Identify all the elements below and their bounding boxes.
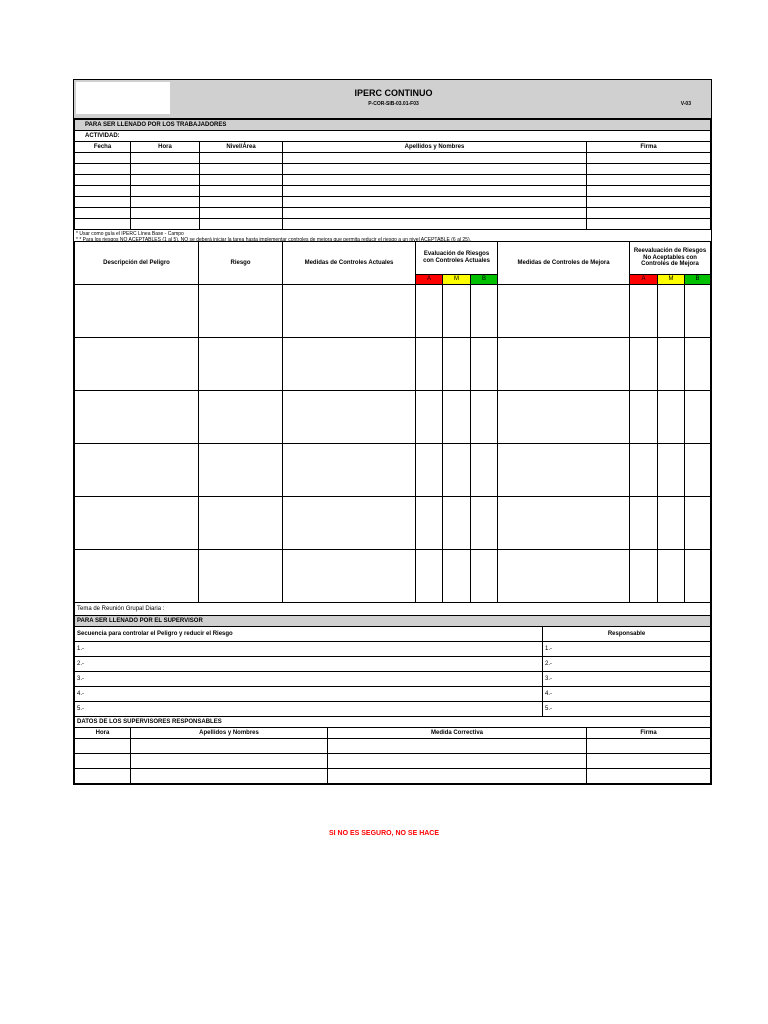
hazard-row-cell[interactable] (630, 338, 658, 391)
control-sequence-row (75, 657, 711, 672)
safety-slogan: SI NO ES SEGURO, NO SE HACE (328, 830, 440, 837)
hazard-row-cell[interactable] (498, 338, 630, 391)
supervisor-data-row-cell[interactable] (131, 739, 328, 754)
hazard-row (75, 338, 711, 391)
hazard-row-cell[interactable] (443, 338, 471, 391)
col-firma: Firma (587, 142, 711, 153)
worker-row-cell[interactable] (283, 186, 587, 197)
worker-row-cell[interactable] (587, 153, 711, 164)
hazard-row-cell[interactable] (416, 497, 443, 550)
hazard-row-cell[interactable] (685, 550, 711, 603)
col-sup-apellidos: Apellidos y Nombres (131, 728, 328, 739)
supervisor-data-row (75, 739, 711, 754)
worker-row-cell[interactable] (75, 219, 131, 230)
worker-row (75, 153, 711, 164)
responsible-item[interactable]: 5.- (543, 702, 711, 717)
worker-row-cell[interactable] (200, 153, 283, 164)
sequence-item[interactable]: 3.- (75, 672, 543, 687)
supervisor-table (74, 615, 711, 717)
col-riesgo: Riesgo (199, 242, 283, 285)
worker-row-cell[interactable] (131, 186, 200, 197)
responsible-item[interactable]: 3.- (543, 672, 711, 687)
supervisor-data-row-cell[interactable] (131, 754, 328, 769)
form-version: V-03 (680, 101, 691, 107)
hazard-row-cell[interactable] (199, 497, 283, 550)
logo-placeholder (76, 82, 170, 114)
worker-row-cell[interactable] (75, 153, 131, 164)
hazard-row-cell[interactable] (443, 391, 471, 444)
supervisor-data-row-cell[interactable] (328, 739, 587, 754)
hazard-row-cell[interactable] (416, 285, 443, 338)
worker-row (75, 219, 711, 230)
responsible-item[interactable]: 4.- (543, 687, 711, 702)
worker-row-cell[interactable] (283, 164, 587, 175)
supervisor-section-title: PARA SER LLENADO POR EL SUPERVISOR (75, 616, 711, 627)
supervisor-data-row (75, 754, 711, 769)
hazard-row-cell[interactable] (443, 550, 471, 603)
worker-row-cell[interactable] (200, 208, 283, 219)
hazard-row-cell[interactable] (471, 444, 498, 497)
hazard-row-cell[interactable] (685, 338, 711, 391)
worker-row-cell[interactable] (131, 153, 200, 164)
worker-row-cell[interactable] (283, 208, 587, 219)
col-sup-firma: Firma (587, 728, 711, 739)
hazard-row-cell[interactable] (75, 550, 199, 603)
supervisor-data-row (75, 769, 711, 784)
control-sequence-row (75, 642, 711, 657)
hazard-row-cell[interactable] (283, 338, 416, 391)
hazard-row-cell[interactable] (443, 285, 471, 338)
worker-row-cell[interactable] (283, 153, 587, 164)
relevel-b: B (685, 275, 711, 285)
responsible-item[interactable]: 2.- (543, 657, 711, 672)
form-header (74, 80, 711, 119)
sequence-item[interactable]: 2.- (75, 657, 543, 672)
iperc-form (73, 79, 712, 785)
hazard-row-cell[interactable] (658, 285, 685, 338)
hazard-row-cell[interactable] (630, 391, 658, 444)
hazard-row-cell[interactable] (630, 497, 658, 550)
hazard-row (75, 285, 711, 338)
hazard-row-cell[interactable] (498, 391, 630, 444)
relevel-a: A (630, 275, 658, 285)
level-a: A (416, 275, 443, 285)
worker-row-cell[interactable] (283, 175, 587, 186)
hazard-row-cell[interactable] (199, 550, 283, 603)
supervisor-data-row-cell[interactable] (587, 739, 711, 754)
worker-row-cell[interactable] (131, 197, 200, 208)
activity-field[interactable]: ACTIVIDAD: (75, 131, 711, 142)
relevel-m: M (658, 275, 685, 285)
hazard-row-cell[interactable] (443, 444, 471, 497)
hazard-row-cell[interactable] (658, 444, 685, 497)
worker-row (75, 164, 711, 175)
worker-row (75, 186, 711, 197)
hazard-row-cell[interactable] (471, 285, 498, 338)
hazard-row-cell[interactable] (416, 550, 443, 603)
sequence-item[interactable]: 5.- (75, 702, 543, 717)
col-hora: Hora (131, 142, 200, 153)
worker-row-cell[interactable] (587, 186, 711, 197)
hazard-row (75, 550, 711, 603)
worker-row-cell[interactable] (587, 208, 711, 219)
supervisors-header-row (75, 728, 711, 739)
col-fecha: Fecha (75, 142, 131, 153)
control-sequence-row (75, 702, 711, 717)
hazard-row-cell[interactable] (498, 285, 630, 338)
worker-row-cell[interactable] (131, 175, 200, 186)
hazard-row-cell[interactable] (658, 391, 685, 444)
worker-row-cell[interactable] (75, 197, 131, 208)
hazard-row-cell[interactable] (75, 285, 199, 338)
hazard-row-cell[interactable] (630, 444, 658, 497)
hazard-row (75, 444, 711, 497)
form-code: P-COR-SIB-03.01-F03 (368, 101, 419, 107)
hazard-row-cell[interactable] (75, 391, 199, 444)
hazard-row-cell[interactable] (471, 391, 498, 444)
hazard-row-cell[interactable] (283, 550, 416, 603)
supervisor-data-row-cell[interactable] (131, 769, 328, 784)
hazard-row (75, 497, 711, 550)
worker-row (75, 175, 711, 186)
hazard-row-cell[interactable] (283, 285, 416, 338)
supervisors-data-table (74, 716, 711, 784)
hazard-row-cell[interactable] (630, 285, 658, 338)
hazard-row-cell[interactable] (416, 391, 443, 444)
note-1: * Usar como guía el IPERC Línea Base - Campo (76, 231, 184, 237)
workers-table (74, 119, 711, 230)
hazard-row-cell[interactable] (443, 497, 471, 550)
worker-row-cell[interactable] (200, 186, 283, 197)
col-controles-actuales: Medidas de Controles Actuales (283, 242, 416, 285)
hazard-row-cell[interactable] (283, 497, 416, 550)
hazard-row-cell[interactable] (471, 550, 498, 603)
worker-row-cell[interactable] (200, 219, 283, 230)
hazard-row-cell[interactable] (498, 550, 630, 603)
hazard-row-cell[interactable] (75, 497, 199, 550)
hazards-table (74, 241, 711, 616)
hazard-row-cell[interactable] (498, 444, 630, 497)
hazard-row-cell[interactable] (658, 338, 685, 391)
worker-row (75, 197, 711, 208)
col-apellidos-nombres: Apellidos y Nombres (283, 142, 587, 153)
hazard-row-cell[interactable] (685, 285, 711, 338)
hazard-row-cell[interactable] (685, 497, 711, 550)
supervisors-data-title: DATOS DE LOS SUPERVISORES RESPONSABLES (75, 717, 711, 728)
worker-row-cell[interactable] (131, 164, 200, 175)
col-evaluacion: Evaluación de Riesgos con Controles Actuales (416, 242, 498, 275)
hazard-row-cell[interactable] (283, 444, 416, 497)
worker-row-cell[interactable] (587, 175, 711, 186)
hazard-row-cell[interactable] (471, 338, 498, 391)
worker-row-cell[interactable] (200, 164, 283, 175)
col-reevaluacion: Reevaluación de Riesgos No Aceptables con Controles de Mejora (630, 242, 711, 275)
hazard-row-cell[interactable] (630, 550, 658, 603)
hazard-row-cell[interactable] (199, 391, 283, 444)
col-sup-medida: Medida Correctiva (328, 728, 587, 739)
responsible-item[interactable]: 1.- (543, 642, 711, 657)
hazard-row-cell[interactable] (658, 550, 685, 603)
sequence-item[interactable]: 4.- (75, 687, 543, 702)
hazard-row-cell[interactable] (75, 338, 199, 391)
supervisor-data-row-cell[interactable] (328, 769, 587, 784)
responsible-label: Responsable (543, 627, 711, 642)
worker-row-cell[interactable] (587, 164, 711, 175)
supervisor-data-row-cell[interactable] (75, 739, 131, 754)
hazard-row-cell[interactable] (685, 444, 711, 497)
worker-row-cell[interactable] (587, 197, 711, 208)
level-b: B (471, 275, 498, 285)
worker-row-cell[interactable] (283, 219, 587, 230)
hazard-row-cell[interactable] (416, 338, 443, 391)
hazard-row-cell[interactable] (199, 285, 283, 338)
sequence-label: Secuencia para controlar el Peligro y reducir el Riesgo (75, 627, 543, 642)
form-title: IPERC CONTINUO (354, 88, 433, 98)
control-sequence-row (75, 672, 711, 687)
worker-row-cell[interactable] (200, 175, 283, 186)
supervisor-data-row-cell[interactable] (328, 754, 587, 769)
worker-row-cell[interactable] (75, 164, 131, 175)
level-m: M (443, 275, 471, 285)
worker-row-cell[interactable] (75, 175, 131, 186)
worker-row-cell[interactable] (200, 197, 283, 208)
sequence-item[interactable]: 1.- (75, 642, 543, 657)
hazard-row-cell[interactable] (283, 391, 416, 444)
hazard-row-cell[interactable] (471, 497, 498, 550)
supervisor-data-row-cell[interactable] (75, 769, 131, 784)
workers-section-title: PARA SER LLENADO POR LOS TRABAJADORES (75, 120, 711, 131)
hazard-row (75, 391, 711, 444)
hazard-row-cell[interactable] (199, 444, 283, 497)
supervisor-data-row-cell[interactable] (587, 754, 711, 769)
worker-row-cell[interactable] (283, 197, 587, 208)
meeting-topic-field[interactable]: Tema de Reunión Grupal Diaria : (75, 603, 711, 616)
supervisor-data-row-cell[interactable] (75, 754, 131, 769)
worker-row (75, 208, 711, 219)
worker-row-cell[interactable] (131, 208, 200, 219)
hazard-row-cell[interactable] (199, 338, 283, 391)
col-sup-hora: Hora (75, 728, 131, 739)
hazard-row-cell[interactable] (685, 391, 711, 444)
hazard-row-cell[interactable] (498, 497, 630, 550)
worker-row-cell[interactable] (131, 219, 200, 230)
hazard-row-cell[interactable] (416, 444, 443, 497)
worker-row-cell[interactable] (587, 219, 711, 230)
col-descripcion-peligro: Descripción del Peligro (75, 242, 199, 285)
workers-header-row (75, 142, 711, 153)
supervisor-data-row-cell[interactable] (587, 769, 711, 784)
note-2: * * Para los riesgos NO ACEPTABLES (1 al 5), NO se deberá iniciar la tarea hasta implementar controles de mejora que permita reducir el riesgo a un nivel ACEPTABLE (6 al 25). (76, 237, 471, 243)
worker-row-cell[interactable] (75, 208, 131, 219)
control-sequence-row (75, 687, 711, 702)
col-controles-mejora: Medidas de Controles de Mejora (498, 242, 630, 285)
hazard-row-cell[interactable] (658, 497, 685, 550)
worker-row-cell[interactable] (75, 186, 131, 197)
col-nivel-area: Nivel/Área (200, 142, 283, 153)
hazard-row-cell[interactable] (75, 444, 199, 497)
